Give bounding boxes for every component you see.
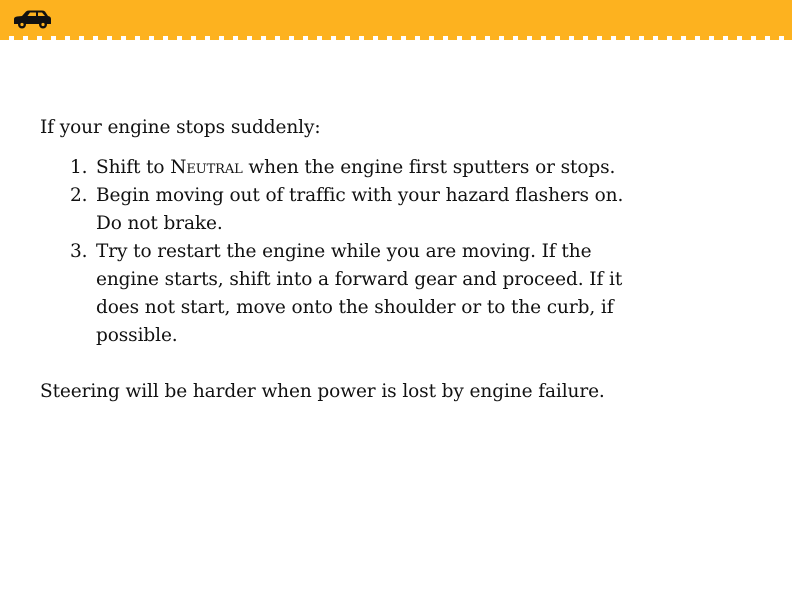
slide-body — [40, 114, 640, 406]
list-item — [40, 182, 640, 238]
list-item — [40, 238, 640, 350]
step-number: 2. — [70, 185, 88, 206]
step-number: 1. — [70, 157, 88, 178]
header-banner — [0, 0, 792, 36]
step-text: Try to restart the engine while you are moving. If the engine starts, shift into a forward gear and proceed. If it does not start, move onto the shoulder or to the curb, if possible. — [96, 241, 623, 346]
steps-list — [40, 154, 640, 350]
list-item — [40, 154, 640, 182]
header-dashed-border — [0, 36, 792, 40]
neutral-emphasis: Neutral — [170, 157, 243, 178]
car-icon — [11, 9, 53, 29]
step-text-after: when the engine first sputters or stops. — [242, 157, 616, 178]
step-number: 3. — [70, 241, 88, 262]
step-text: Begin moving out of traffic with your hazard flashers on. Do not brake. — [96, 185, 624, 234]
closing-text: Steering will be harder when power is lost by engine failure. — [40, 381, 605, 402]
step-text-before: Shift to — [96, 157, 171, 178]
intro-text: If your engine stops suddenly: — [40, 117, 321, 138]
